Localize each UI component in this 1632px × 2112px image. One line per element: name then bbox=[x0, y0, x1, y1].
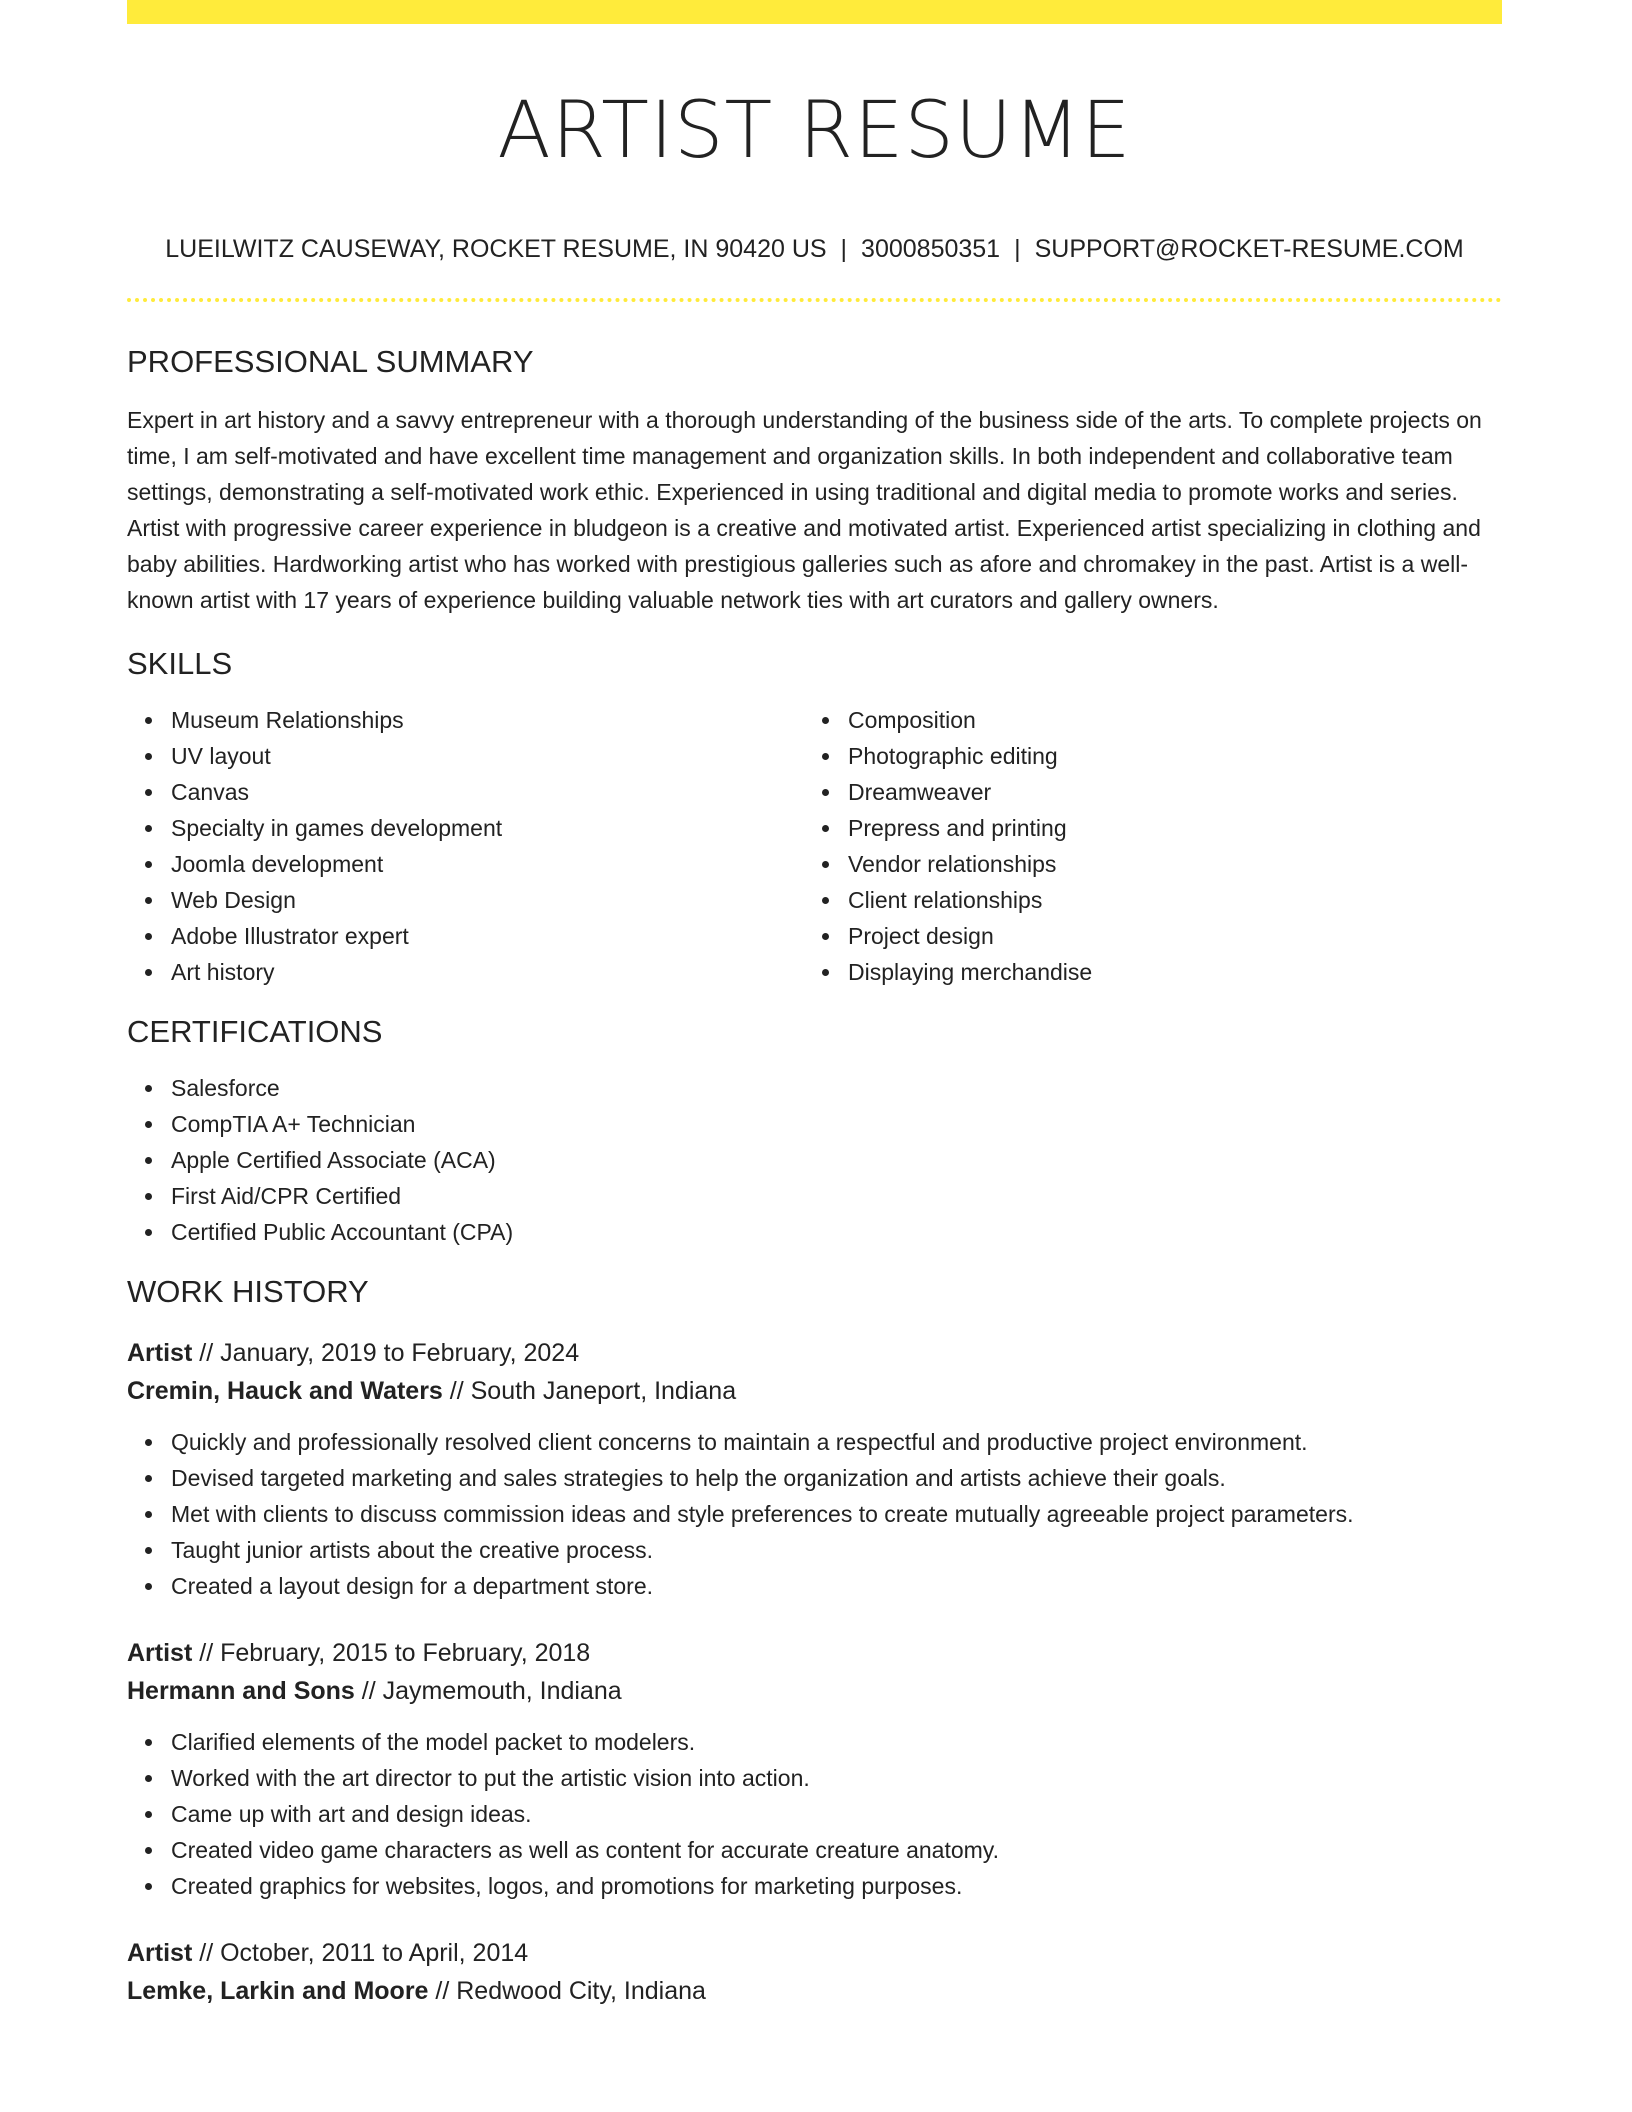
job-dates: // October, 2011 to April, 2014 bbox=[192, 1939, 529, 1968]
skill-item: Specialty in games development bbox=[171, 810, 804, 846]
job-role: Artist bbox=[127, 1639, 193, 1668]
job-bullets bbox=[127, 1724, 1502, 1904]
certification-item: Apple Certified Associate (ACA) bbox=[171, 1142, 1502, 1178]
dotted-divider bbox=[127, 298, 1502, 302]
skill-item: Web Design bbox=[171, 882, 804, 918]
skill-item: Composition bbox=[848, 702, 1481, 738]
skills-list-left bbox=[127, 702, 804, 990]
skill-item: Dreamweaver bbox=[848, 774, 1481, 810]
skill-item: Adobe Illustrator expert bbox=[171, 918, 804, 954]
contact-phone: 3000850351 bbox=[861, 235, 1001, 264]
job-company-line bbox=[127, 1372, 1502, 1410]
certifications-list bbox=[127, 1070, 1502, 1250]
skill-item: Museum Relationships bbox=[171, 702, 804, 738]
job-company: Cremin, Hauck and Waters bbox=[127, 1377, 443, 1406]
job-location: // Redwood City, Indiana bbox=[428, 1977, 706, 2006]
job-bullets bbox=[127, 1424, 1502, 1604]
job-role: Artist bbox=[127, 1939, 193, 1968]
job-company-line bbox=[127, 1672, 1502, 1710]
job-location: // Jaymemouth, Indiana bbox=[354, 1677, 622, 1706]
job-company: Hermann and Sons bbox=[127, 1677, 355, 1706]
resume-page bbox=[127, 0, 1502, 2010]
work-history-heading: WORK HISTORY bbox=[127, 1274, 369, 1310]
skill-item: Joomla development bbox=[171, 846, 804, 882]
job-entry bbox=[127, 1934, 1502, 2010]
skill-item: Client relationships bbox=[848, 882, 1481, 918]
contact-separator: | bbox=[1014, 235, 1021, 264]
job-bullet: Clarified elements of the model packet to modelers. bbox=[171, 1724, 1502, 1760]
contact-email: SUPPORT@ROCKET-RESUME.COM bbox=[1034, 235, 1464, 264]
certification-item: CompTIA A+ Technician bbox=[171, 1106, 1502, 1142]
skills-heading: SKILLS bbox=[127, 646, 233, 682]
certifications-heading: CERTIFICATIONS bbox=[127, 1014, 383, 1050]
skill-item: Project design bbox=[848, 918, 1481, 954]
summary-heading: PROFESSIONAL SUMMARY bbox=[127, 344, 534, 380]
job-bullet: Taught junior artists about the creative process. bbox=[171, 1532, 1502, 1568]
job-role-line bbox=[127, 1934, 1502, 1972]
job-entry bbox=[127, 1634, 1502, 1904]
job-role: Artist bbox=[127, 1339, 193, 1368]
skill-item: Prepress and printing bbox=[848, 810, 1481, 846]
job-location: // South Janeport, Indiana bbox=[442, 1377, 737, 1406]
resume-title: ARTIST RESUME bbox=[497, 86, 1132, 176]
skills-list-right bbox=[804, 702, 1481, 990]
skills-columns bbox=[127, 702, 1502, 990]
certification-item: Salesforce bbox=[171, 1070, 1502, 1106]
job-bullet: Created a layout design for a department store. bbox=[171, 1568, 1502, 1604]
certification-item: First Aid/CPR Certified bbox=[171, 1178, 1502, 1214]
skill-item: Photographic editing bbox=[848, 738, 1481, 774]
contact-line bbox=[127, 233, 1502, 265]
contact-address: LUEILWITZ CAUSEWAY, ROCKET RESUME, IN 90420 US bbox=[165, 235, 827, 264]
job-bullet: Created graphics for websites, logos, and promotions for marketing purposes. bbox=[171, 1868, 1502, 1904]
skill-item: Vendor relationships bbox=[848, 846, 1481, 882]
contact-separator: | bbox=[840, 235, 848, 264]
skill-item: Displaying merchandise bbox=[848, 954, 1481, 990]
job-company: Lemke, Larkin and Moore bbox=[127, 1977, 429, 2006]
job-role-line bbox=[127, 1634, 1502, 1672]
skill-item: Art history bbox=[171, 954, 804, 990]
job-company-line bbox=[127, 1972, 1502, 2010]
job-bullet: Met with clients to discuss commission ideas and style preferences to create mutually agreeable project parameters. bbox=[171, 1496, 1502, 1532]
job-bullet: Worked with the art director to put the artistic vision into action. bbox=[171, 1760, 1502, 1796]
skill-item: Canvas bbox=[171, 774, 804, 810]
job-entry bbox=[127, 1334, 1502, 1604]
job-bullet: Quickly and professionally resolved client concerns to maintain a respectful and productive project environment. bbox=[171, 1424, 1502, 1460]
job-dates: // February, 2015 to February, 2018 bbox=[192, 1639, 591, 1668]
skill-item: UV layout bbox=[171, 738, 804, 774]
job-bullet: Came up with art and design ideas. bbox=[171, 1796, 1502, 1832]
top-accent-bar bbox=[127, 0, 1502, 24]
job-bullet: Created video game characters as well as content for accurate creature anatomy. bbox=[171, 1832, 1502, 1868]
job-dates: // January, 2019 to February, 2024 bbox=[192, 1339, 580, 1368]
job-bullet: Devised targeted marketing and sales strategies to help the organization and artists achieve their goals. bbox=[171, 1460, 1502, 1496]
certification-item: Certified Public Accountant (CPA) bbox=[171, 1214, 1502, 1250]
summary-text: Expert in art history and a savvy entrepreneur with a thorough understanding of the business side of the arts. To complete projects on time, I am self-motivated and have excellent time management and organization skills. In both independent and collaborative team settings, demonstrating a self-motivated work ethic. Experienced in using traditional and digital media to promote works and series. Artist with progressive career experience in bludgeon is a creative and motivated artist. Experienced artist specializing in clothing and baby abilities. Hardworking artist who has worked with prestigious galleries such as afore and chromakey in the past. Artist is a well-known artist with 17 years of experience building valuable network ties with art curators and gallery owners. bbox=[127, 407, 1482, 614]
job-role-line bbox=[127, 1334, 1502, 1372]
